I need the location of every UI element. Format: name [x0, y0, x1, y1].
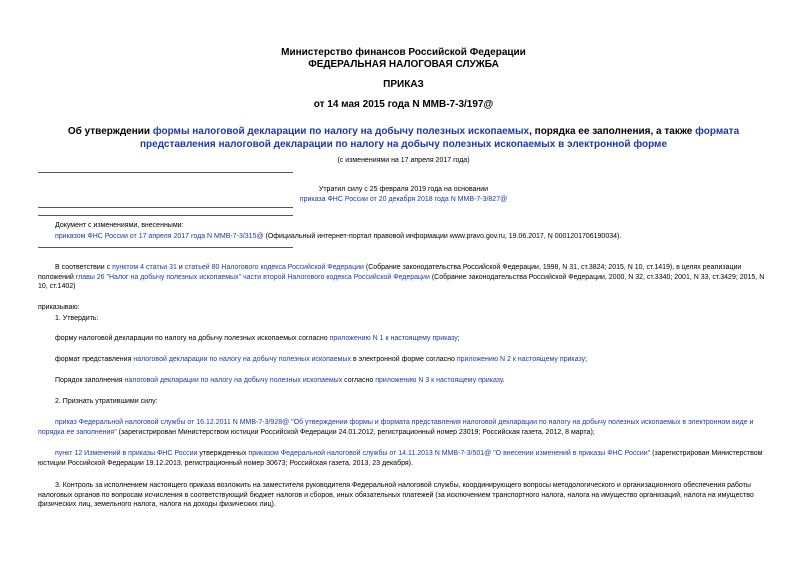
text: (Собрание законодательства Российской Федерации, 2000, N 32, ст.3340; 2001, N 33, ст.3429; 2015, N 10, ст.1402) — [38, 273, 765, 290]
item-2-heading: 2. Признать утратившими силу: — [55, 398, 158, 405]
item-1-heading: 1. Утвердить: — [55, 315, 99, 322]
text: (Собрание законодательства Российской Федерации, 1998, N 31, ст.3824; 2015, N 10, ст.1419), в целях реализации положений — [38, 264, 742, 281]
doc-type: ПРИКАЗ — [383, 79, 424, 90]
amendment-note: (с изменениями на 17 апреля 2017 года) — [337, 157, 470, 164]
link-order-928[interactable]: приказ Федеральной налоговой службы от 16.12.2011 N ММВ-7-3/928@ "Об утверждении формы и формата представления налоговой декларации по налогу на добычу полезных ископаемых в электронном виде и порядка ее заполнения" — [38, 419, 754, 436]
repeal-text: Утратил силу с 25 февраля 2019 года на основании — [318, 186, 489, 193]
ministry-name: Министерство финансов Российской Федерации — [281, 47, 526, 58]
text: утвержденных — [197, 450, 249, 457]
text: ; — [457, 335, 460, 342]
link-appendix-3[interactable]: приложению N 3 к настоящему приказу — [375, 377, 503, 384]
text: форму налоговой декларации по налогу на добычу полезных ископаемых согласно — [55, 335, 330, 342]
text: в электронной форме согласно — [351, 356, 457, 363]
text: В соответствии с — [55, 264, 113, 271]
link-order-501[interactable]: приказом Федеральной налоговой службы от 14.11.2013 N ММВ-7-3/501@ "О внесении изменений в приказы ФНС России" — [248, 450, 651, 457]
link-declaration[interactable]: налоговой декларации по налогу на добычу полезных ископаемых — [133, 356, 352, 363]
divider — [38, 247, 293, 248]
text: формат представления — [55, 356, 134, 363]
link-appendix-1[interactable]: приложению N 1 к настоящему приказу — [329, 335, 458, 342]
changes-link[interactable]: приказом ФНС России от 17 апреля 2017 года N ММВ-7-3/315@ — [55, 233, 264, 240]
text: и — [176, 264, 185, 271]
title-mid: , порядка ее заполнения, а также — [529, 126, 696, 137]
link-article-31[interactable]: пунктом 4 статьи 31 — [112, 264, 177, 271]
title-link-declaration-form[interactable]: формы налоговой декларации по налогу на добычу полезных ископаемых — [152, 126, 530, 137]
title-pre: Об утверждении — [67, 126, 153, 137]
item-1-format — [55, 355, 775, 365]
divider — [38, 207, 293, 208]
text: ; — [585, 356, 588, 363]
title-link-electronic-format[interactable]: формата представления налоговой декларации по налогу на добычу полезных ископаемых в электронной форме — [139, 126, 740, 150]
link-amendments-p12[interactable]: пункт 12 Изменений в приказы ФНС России — [55, 450, 198, 457]
divider — [38, 172, 293, 173]
item-1-form — [55, 334, 775, 344]
text: (зарегистрирован Министерством юстиции Российской Федерации 24.01.2012, регистрационный номер 23019; Российская газета, 2012, 8 марта); — [116, 428, 595, 436]
item-3-control: 3. Контроль за исполнением настоящего приказа возложить на заместителя руководителя Федеральной налоговой службы, координирующего вопросы методологического и организационного обеспечения работы налоговых органов по вопросам исчисления в соответствующий бюджет налогов и сборов, иных обязательных платежей (за исключением транспортного налога, налога на имущество организаций, налога на имущество физических лиц, земельного налога, налога на доходы физических лиц). — [38, 482, 754, 508]
item-2-order-2013 — [38, 449, 773, 468]
doc-title — [30, 125, 777, 151]
divider — [38, 215, 293, 216]
order-word: приказываю: — [38, 304, 80, 311]
repeal-link[interactable]: приказа ФНС России от 20 декабря 2018 года N ММВ-7-3/827@ — [299, 196, 508, 203]
link-appendix-2[interactable]: приложению N 2 к настоящему приказу — [456, 356, 586, 363]
link-chapter-26[interactable]: главы 26 "Налог на добычу полезных ископаемых" части второй Налогового кодекса Российской Федерации — [75, 273, 430, 281]
changes-rest: (Официальный интернет-портал правовой информации www.pravo.gov.ru, 19.06.2017, N 0001201706190034). — [263, 233, 622, 240]
text: согласно — [342, 377, 376, 384]
link-article-80[interactable]: статьей 80 Налогового кодекса Российской Федерации — [184, 264, 364, 271]
changes-label: Документ с изменениями, внесенными: — [55, 222, 184, 229]
link-declaration[interactable]: налоговой декларации по налогу на добычу полезных ископаемых — [124, 377, 343, 384]
item-1-procedure — [55, 376, 775, 386]
text: . — [502, 377, 505, 384]
text: Порядок заполнения — [55, 377, 125, 384]
text: (зарегистрирован Министерством юстиции Российской Федерации 19.12.2013, регистрационный номер 30673; Российская газета, 2013, 23 декабря). — [38, 450, 763, 467]
paragraph-basis — [38, 263, 773, 292]
doc-number: от 14 мая 2015 года N ММВ-7-3/197@ — [313, 99, 494, 110]
changes-line — [55, 232, 775, 242]
item-2-order-2011 — [38, 418, 773, 437]
service-name: ФЕДЕРАЛЬНАЯ НАЛОГОВАЯ СЛУЖБА — [308, 59, 499, 70]
